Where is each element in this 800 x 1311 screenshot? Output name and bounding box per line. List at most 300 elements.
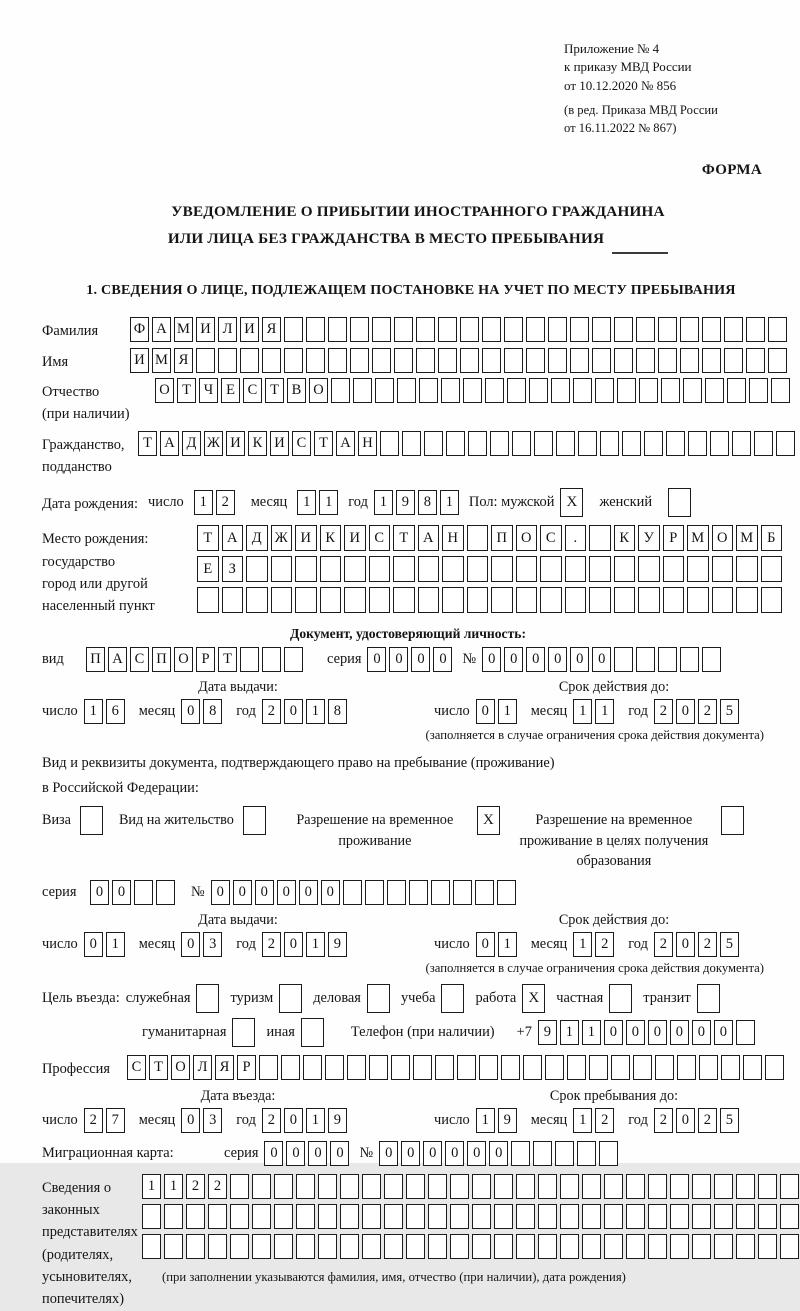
- form-cell: 2: [262, 699, 281, 724]
- form-cell: 0: [321, 880, 340, 905]
- form-cell: [393, 587, 415, 613]
- form-cell: [702, 317, 721, 342]
- form-cell: [491, 587, 513, 613]
- day-label: число: [42, 1111, 78, 1128]
- form-cell: 2: [595, 1108, 614, 1133]
- form-cell: 8: [418, 490, 437, 515]
- form-cell: [516, 1174, 535, 1199]
- form-cell: [416, 348, 435, 373]
- purpose-other-label: иная: [266, 1024, 295, 1041]
- name-row: [42, 348, 794, 373]
- form-cell: [406, 1204, 425, 1229]
- year-label: год: [628, 935, 648, 952]
- form-cell: 1: [142, 1174, 161, 1199]
- form-cell: [362, 1204, 381, 1229]
- form-cell: М: [687, 525, 709, 551]
- birth-year-cells: [374, 490, 459, 515]
- form-cell: [551, 378, 570, 403]
- issue-day-cells: [84, 932, 125, 957]
- form-cell: А: [418, 525, 440, 551]
- form-cell: [758, 1174, 777, 1199]
- form-cell: [776, 431, 795, 456]
- form-cell: [252, 1234, 271, 1259]
- form-cell: О: [516, 525, 538, 551]
- doc-series-cells: [367, 647, 452, 672]
- form-cell: 0: [604, 1020, 623, 1045]
- form-cell: [512, 431, 531, 456]
- document-title: [42, 199, 794, 254]
- option-visa: [42, 806, 103, 835]
- form-cell: [636, 647, 655, 672]
- form-cell: [295, 556, 317, 582]
- form-cell: [710, 431, 729, 456]
- form-cell: 1: [560, 1020, 579, 1045]
- migration-number-cells: [379, 1141, 618, 1166]
- name-label: Имя: [42, 353, 69, 370]
- form-cell: [375, 378, 394, 403]
- visit-purpose-row-2: [142, 1018, 794, 1047]
- representatives-label-line5: усыновителях,: [42, 1269, 132, 1286]
- profession-label: Профессия: [42, 1061, 110, 1078]
- form-cell: 0: [379, 1141, 398, 1166]
- valid-until-heading: Срок действия до:: [558, 678, 670, 695]
- form-cell: [680, 317, 699, 342]
- valid-month-cells: [573, 932, 614, 957]
- representatives-note: (при заполнении указываются фамилия, имя, отчество (при наличии), дата рождения): [162, 1269, 626, 1284]
- form-cell: Б: [761, 525, 783, 551]
- form-cell: [705, 378, 724, 403]
- temporary-residence-education-checkbox: [721, 806, 744, 835]
- form-cell: [570, 348, 589, 373]
- form-cell: [419, 378, 438, 403]
- forma-label: ФОРМА: [701, 162, 762, 179]
- year-label: год: [236, 702, 256, 719]
- form-cell: [683, 378, 702, 403]
- form-cell: [453, 880, 472, 905]
- validity-note: (заполняется в случае ограничения срока действия документа): [425, 727, 764, 742]
- form-cell: [538, 1174, 557, 1199]
- form-cell: [658, 348, 677, 373]
- form-cell: 0: [504, 647, 523, 672]
- form-cell: 2: [84, 1108, 103, 1133]
- form-cell: [274, 1204, 293, 1229]
- form-cell: [284, 647, 303, 672]
- form-cell: [526, 348, 545, 373]
- form-cell: [565, 556, 587, 582]
- purpose-transit-label: транзит: [643, 990, 691, 1007]
- form-cell: [384, 1204, 403, 1229]
- form-cell: 0: [367, 647, 386, 672]
- annex-line: Приложение № 4: [564, 41, 660, 56]
- patronymic-cells: [155, 378, 790, 403]
- form-cell: [589, 525, 611, 551]
- form-cell: М: [174, 317, 193, 342]
- birth-date-label: Дата рождения:: [42, 496, 138, 513]
- migration-series-label: серия: [224, 1144, 259, 1161]
- form-cell: Т: [149, 1055, 168, 1080]
- form-cell: [435, 1055, 454, 1080]
- form-cell: [582, 1234, 601, 1259]
- form-cell: 7: [106, 1108, 125, 1133]
- form-cell: [614, 587, 636, 613]
- form-cell: [350, 317, 369, 342]
- form-cell: [446, 431, 465, 456]
- form-cell: 0: [626, 1020, 645, 1045]
- form-cell: 0: [277, 880, 296, 905]
- form-cell: 0: [401, 1141, 420, 1166]
- form-cell: [344, 587, 366, 613]
- form-cell: О: [712, 525, 734, 551]
- section-1-heading: 1. СВЕДЕНИЯ О ЛИЦЕ, ПОДЛЕЖАЩЕМ ПОСТАНОВКЕ НА УЧЕТ ПО МЕСТУ ПРЕБЫВАНИЯ: [86, 282, 736, 299]
- form-cell: М: [736, 525, 758, 551]
- form-cell: [688, 431, 707, 456]
- form-cell: [638, 556, 660, 582]
- form-cell: П: [491, 525, 513, 551]
- form-cell: Л: [218, 317, 237, 342]
- form-cell: [504, 348, 523, 373]
- form-cell: 0: [308, 1141, 327, 1166]
- form-cell: 2: [698, 699, 717, 724]
- form-cell: [142, 1234, 161, 1259]
- form-cell: [230, 1174, 249, 1199]
- form-cell: И: [226, 431, 245, 456]
- residence-date-values: [42, 932, 794, 957]
- identity-doc-row: [42, 647, 794, 672]
- form-cell: 0: [84, 932, 103, 957]
- birth-day-cells: [194, 490, 235, 515]
- form-cell: [325, 1055, 344, 1080]
- form-cell: 1: [573, 932, 592, 957]
- purpose-official-label: служебная: [125, 990, 191, 1007]
- form-cell: [320, 556, 342, 582]
- form-cell: К: [614, 525, 636, 551]
- form-cell: [626, 1234, 645, 1259]
- form-cell: [736, 1174, 755, 1199]
- form-cell: [306, 348, 325, 373]
- form-cell: [617, 378, 636, 403]
- purpose-work-checkbox: X: [522, 984, 545, 1013]
- day-label: число: [434, 702, 470, 719]
- form-cell: [416, 317, 435, 342]
- form-cell: [592, 348, 611, 373]
- form-cell: [736, 1204, 755, 1229]
- patronymic-row: [42, 378, 794, 426]
- form-cell: [387, 880, 406, 905]
- form-cell: 0: [592, 647, 611, 672]
- form-cell: [296, 1204, 315, 1229]
- form-cell: [246, 587, 268, 613]
- form-cell: [262, 348, 281, 373]
- form-cell: [589, 587, 611, 613]
- form-cell: [246, 556, 268, 582]
- form-cell: [692, 1204, 711, 1229]
- form-cell: [670, 1174, 689, 1199]
- form-cell: 0: [90, 880, 109, 905]
- form-cell: 3: [203, 932, 222, 957]
- residence-number-label: №: [191, 883, 205, 900]
- representatives-label-line4: (родителях,: [42, 1246, 114, 1263]
- form-cell: 0: [411, 647, 430, 672]
- form-cell: [516, 587, 538, 613]
- form-cell: Я: [174, 348, 193, 373]
- residence-permit-checkbox: [243, 806, 266, 835]
- form-cell: Т: [177, 378, 196, 403]
- representatives-label-line2: законных: [42, 1202, 100, 1219]
- form-cell: [318, 1204, 337, 1229]
- visit-purpose-row: [42, 984, 794, 1013]
- form-cell: Я: [262, 317, 281, 342]
- form-cell: [295, 587, 317, 613]
- form-cell: 0: [181, 932, 200, 957]
- form-cell: 1: [573, 699, 592, 724]
- residence-series-label: серия: [42, 883, 77, 900]
- form-cell: 2: [654, 932, 673, 957]
- form-cell: О: [155, 378, 174, 403]
- form-cell: 0: [284, 932, 303, 957]
- form-cell: 0: [676, 1108, 695, 1133]
- valid-year-cells: [654, 699, 739, 724]
- form-cell: [578, 431, 597, 456]
- birth-date-row: [42, 488, 794, 517]
- issue-date-heading: Дата выдачи:: [198, 911, 278, 928]
- form-cell: [418, 556, 440, 582]
- form-cell: [409, 880, 428, 905]
- form-cell: А: [336, 431, 355, 456]
- form-cell: [428, 1234, 447, 1259]
- form-cell: [556, 431, 575, 456]
- form-cell: 0: [467, 1141, 486, 1166]
- validity-note: (заполняется в случае ограничения срока действия документа): [425, 960, 764, 975]
- form-cell: [534, 431, 553, 456]
- form-cell: [736, 1234, 755, 1259]
- valid-day-cells: [476, 699, 517, 724]
- form-cell: [749, 378, 768, 403]
- form-cell: [724, 348, 743, 373]
- form-cell: [577, 1141, 596, 1166]
- form-cell: [727, 378, 746, 403]
- visa-label: Виза: [42, 812, 71, 829]
- surname-row: [42, 317, 794, 342]
- form-cell: 2: [654, 699, 673, 724]
- form-cell: [589, 556, 611, 582]
- residence-options-row: [42, 806, 794, 872]
- form-cell: [680, 647, 699, 672]
- form-cell: [424, 431, 443, 456]
- form-cell: [281, 1055, 300, 1080]
- form-cell: Ж: [204, 431, 223, 456]
- representatives-label: [42, 1174, 142, 1311]
- birth-place-row1-cells: [197, 525, 782, 551]
- form-cell: [648, 1174, 667, 1199]
- form-cell: [460, 317, 479, 342]
- form-cell: [494, 1204, 513, 1229]
- form-cell: [365, 880, 384, 905]
- form-cell: 0: [692, 1020, 711, 1045]
- form-cell: [743, 1055, 762, 1080]
- form-cell: [504, 317, 523, 342]
- entry-date-values: [42, 1108, 794, 1133]
- form-cell: [318, 1174, 337, 1199]
- form-cell: С: [369, 525, 391, 551]
- day-label: число: [42, 702, 78, 719]
- form-cell: [259, 1055, 278, 1080]
- temporary-residence-education-label: Разрешение на временное проживание в целях получения образования: [519, 812, 709, 870]
- form-cell: [362, 1174, 381, 1199]
- residence-date-headers: [42, 912, 794, 929]
- name-cells: [130, 348, 787, 373]
- form-cell: С: [243, 378, 262, 403]
- form-cell: [548, 317, 567, 342]
- stay-day-cells: [476, 1108, 517, 1133]
- form-cell: [372, 317, 391, 342]
- representatives-row1-cells: [142, 1174, 799, 1199]
- year-label: год: [348, 494, 368, 511]
- form-cell: [491, 556, 513, 582]
- form-cell: [472, 1174, 491, 1199]
- visit-purpose-label: Цель въезда:: [42, 990, 120, 1007]
- form-cell: 0: [264, 1141, 283, 1166]
- form-cell: [570, 317, 589, 342]
- purpose-humanitarian-label: гуманитарная: [142, 1024, 227, 1041]
- form-cell: О: [174, 647, 193, 672]
- purpose-work-label: работа: [475, 990, 517, 1007]
- form-cell: [604, 1234, 623, 1259]
- residence-valid-date: [434, 932, 794, 957]
- migration-card-label: Миграционная карта:: [42, 1144, 174, 1161]
- form-cell: Т: [314, 431, 333, 456]
- visa-checkbox: [80, 806, 103, 835]
- form-cell: [663, 556, 685, 582]
- form-cell: [765, 1055, 784, 1080]
- form-cell: А: [160, 431, 179, 456]
- stay-year-cells: [654, 1108, 739, 1133]
- doc-kind-label: вид: [42, 650, 64, 667]
- form-cell: 0: [211, 880, 230, 905]
- form-cell: [142, 1204, 161, 1229]
- form-cell: [761, 587, 783, 613]
- form-cell: Ж: [271, 525, 293, 551]
- purpose-business-checkbox: [367, 984, 390, 1013]
- month-label: месяц: [530, 702, 568, 719]
- form-cell: [331, 378, 350, 403]
- form-cell: [320, 587, 342, 613]
- form-cell: [479, 1055, 498, 1080]
- form-cell: [599, 1141, 618, 1166]
- form-cell: [736, 1020, 755, 1045]
- form-cell: О: [309, 378, 328, 403]
- birth-place-row2-cells: [197, 556, 782, 582]
- entry-date-heading: Дата въезда:: [200, 1087, 276, 1104]
- sex-male-checkbox: X: [560, 488, 583, 517]
- form-cell: [523, 1055, 542, 1080]
- form-cell: [712, 587, 734, 613]
- doc-kind-cells: [86, 647, 303, 672]
- representatives-label-line3: представителях: [42, 1224, 138, 1241]
- form-cell: 1: [595, 699, 614, 724]
- form-cell: [384, 1234, 403, 1259]
- form-cell: [666, 431, 685, 456]
- form-cell: 0: [548, 647, 567, 672]
- form-cell: 5: [720, 932, 739, 957]
- residence-intro-line1: Вид и реквизиты документа, подтверждающего право на пребывание (проживание): [42, 755, 555, 772]
- form-cell: 2: [216, 490, 235, 515]
- form-cell: [196, 348, 215, 373]
- form-cell: [658, 317, 677, 342]
- valid-until-heading: Срок действия до:: [558, 911, 670, 928]
- form-cell: [611, 1055, 630, 1080]
- identity-doc-heading: Документ, удостоверяющий личность:: [290, 625, 526, 641]
- form-cell: 0: [423, 1141, 442, 1166]
- form-cell: [714, 1234, 733, 1259]
- form-cell: [197, 587, 219, 613]
- representatives-label-line1: Сведения о: [42, 1179, 112, 1196]
- form-cell: 1: [194, 490, 213, 515]
- form-cell: [428, 1204, 447, 1229]
- form-cell: [284, 317, 303, 342]
- form-cell: [156, 880, 175, 905]
- form-cell: 0: [330, 1141, 349, 1166]
- form-cell: [545, 1055, 564, 1080]
- form-cell: 0: [433, 647, 452, 672]
- form-cell: [644, 431, 663, 456]
- form-cell: [604, 1204, 623, 1229]
- form-cell: [344, 556, 366, 582]
- form-cell: [442, 556, 464, 582]
- form-cell: [573, 378, 592, 403]
- citizenship-label: [42, 431, 138, 479]
- purpose-study-checkbox: [441, 984, 464, 1013]
- form-cell: [604, 1174, 623, 1199]
- form-cell: [438, 317, 457, 342]
- form-cell: Т: [393, 525, 415, 551]
- form-cell: [501, 1055, 520, 1080]
- form-cell: [340, 1234, 359, 1259]
- form-cell: [680, 348, 699, 373]
- form-cell: [538, 1234, 557, 1259]
- profession-cells: [127, 1055, 784, 1080]
- residence-series-cells: [90, 880, 175, 905]
- form-cell: 9: [498, 1108, 517, 1133]
- form-cell: [467, 525, 489, 551]
- birth-place-block: [42, 525, 794, 617]
- form-cell: [712, 556, 734, 582]
- month-label: месяц: [138, 1111, 176, 1128]
- phone-prefix: +7: [516, 1024, 532, 1041]
- form-cell: [614, 647, 633, 672]
- form-cell: 6: [106, 699, 125, 724]
- form-cell: А: [222, 525, 244, 551]
- form-cell: [529, 378, 548, 403]
- form-cell: [318, 1234, 337, 1259]
- form-cell: [768, 317, 787, 342]
- form-cell: [468, 431, 487, 456]
- phone-label: Телефон (при наличии): [350, 1024, 495, 1041]
- birth-place-label-line3: город или другой: [42, 575, 148, 592]
- residence-permit-label: Вид на жительство: [118, 812, 234, 829]
- form-cell: [497, 880, 516, 905]
- form-cell: И: [295, 525, 317, 551]
- surname-label: Фамилия: [42, 323, 99, 340]
- form-cell: [475, 880, 494, 905]
- form-cell: [490, 431, 509, 456]
- form-cell: 0: [570, 647, 589, 672]
- form-cell: 0: [714, 1020, 733, 1045]
- day-label: число: [434, 935, 470, 952]
- identity-valid-date: [434, 699, 794, 724]
- form-cell: [380, 431, 399, 456]
- birth-month-cells: [297, 490, 338, 515]
- form-cell: [340, 1204, 359, 1229]
